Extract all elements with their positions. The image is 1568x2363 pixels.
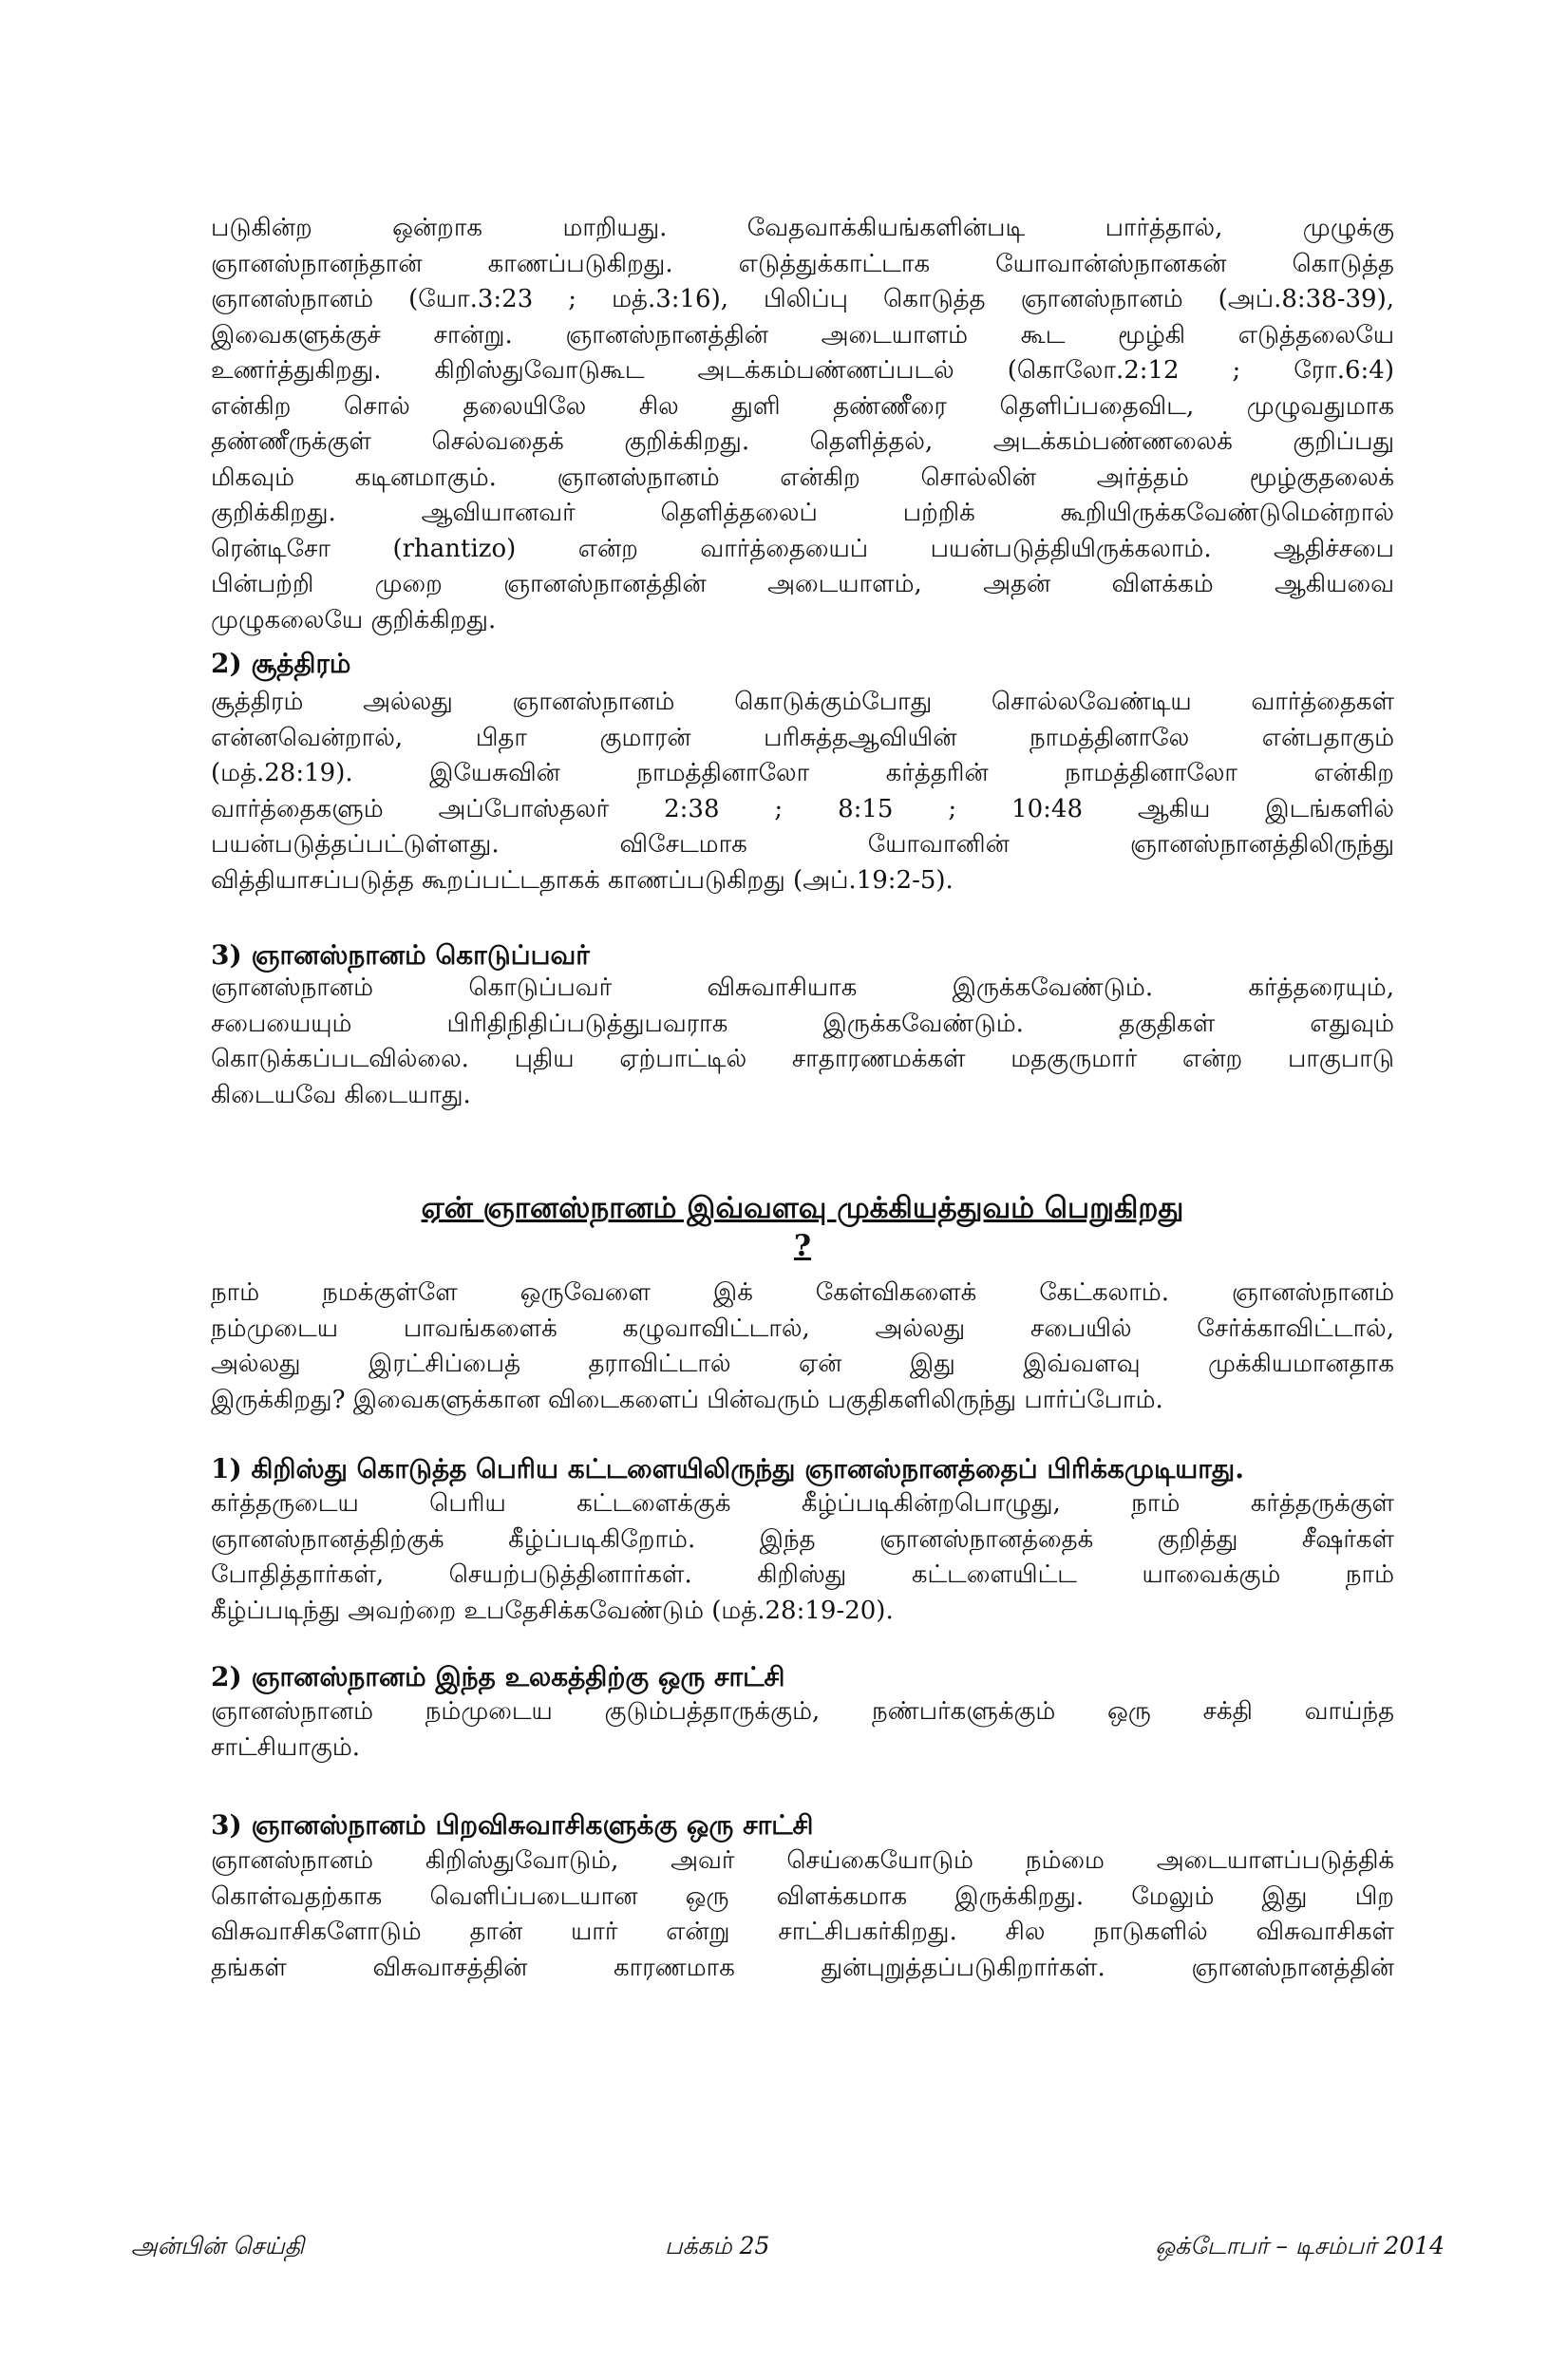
text-line: விசுவாசிகளோடும் தான் யார் என்று சாட்சிபகர்கிறது. சில நாடுகளில் விசுவாசிகள் [211,1918,1394,1946]
text-line: இருக்கிறது? இவைகளுக்கான விடைகளைப் பின்வரும் பகுதிகளிலிருந்து பார்ப்போம். [211,1385,1163,1414]
text-line: (மத்.28:19). இயேசுவின் நாமத்தினாலோ கர்த்தரின் நாமத்தினாலோ என்கிற [211,759,1394,787]
text-line: சபையையும் பிரிதிநிதிப்படுத்துபவராக இருக்கவேண்டும். தகுதிகள் எதுவும் [211,1009,1394,1038]
heading-witness-world: 2) ஞானஸ்நானம் இந்த உலகத்திற்கு ஒரு சாட்சி [211,1661,785,1692]
text-line: ஞானஸ்நானந்தான் காணப்படுகிறது. எடுத்துக்காட்டாக யோவான்ஸ்நானகன் கொடுத்த [211,249,1394,278]
text-line: பின்பற்றி முறை ஞானஸ்நானத்தின் அடையாளம், அதன் விளக்கம் ஆகியவை [211,570,1394,598]
text-line: குறிக்கிறது. ஆவியானவர் தெளித்தலைப் பற்றிக் கூறியிருக்கவேண்டுமென்றால் [211,499,1394,527]
paragraph-witness-world [211,1694,1394,1766]
paragraph-great-commission [211,1486,1394,1629]
paragraph-formula [211,685,1394,898]
text-line: கீழ்ப்படிந்து அவற்றை உபதேசிக்கவேண்டும் (மத்.28:19-20). [211,1596,894,1625]
text-line: ரென்டிசோ (rhantizo) என்ற வார்த்தையைப் பயன்படுத்தியிருக்கலாம். ஆதிச்சபை [211,534,1394,563]
paragraph-witness-believers [211,1843,1394,1986]
text-line: ஞானஸ்நானம் கிறிஸ்துவோடும், அவர் செய்கையோடும் நம்மை அடையாளப்படுத்திக் [211,1846,1394,1875]
text-line: ஞானஸ்நானம் கொடுப்பவர் விசுவாசியாக இருக்கவேண்டும். கர்த்தரையும், [211,974,1394,1002]
text-line: நாம் நமக்குள்ளே ஒருவேளை இக் கேள்விகளைக் கேட்கலாம். ஞானஸ்நானம் [211,1278,1394,1307]
text-line: கிடையவே கிடையாது. [211,1080,471,1109]
text-line: ஞானஸ்நானம் நம்முடைய குடும்பத்தாருக்கும், நண்பர்களுக்கும் ஒரு சக்தி வாய்ந்த [211,1697,1394,1726]
text-line: போதித்தார்கள், செயற்படுத்தினார்கள். கிறிஸ்து கட்டளையிட்ட யாவைக்கும் நாம் [211,1560,1394,1589]
text-line: என்கிற சொல் தலையிலே சில துளி தண்ணீரை தெளிப்பதைவிட, முழுவதுமாக [211,391,1394,421]
heading-great-commission: 1) கிறிஸ்து கொடுத்த பெரிய கட்டளையிலிருந்து ஞானஸ்நானத்தைப் பிரிக்கமுடியாது. [211,1453,1244,1484]
text-line: அல்லது இரட்சிப்பைத் தராவிட்டால் ஏன் இது இவ்வளவு முக்கியமானதாக [211,1350,1394,1378]
text-line: முழுகலையே குறிக்கிறது. [211,605,497,634]
footer-publication: அன்பின் செய்தி [131,2232,305,2259]
heading-witness-believers: 3) ஞானஸ்நானம் பிறவிசுவாசிகளுக்கு ஒரு சாட்சி [211,1809,814,1841]
text-line: வித்தியாசப்படுத்த கூறப்பட்டதாகக் காணப்படுகிறது (அப்.19:2-5). [211,865,954,895]
text-line: படுகின்ற ஒன்றாக மாறியது. வேதவாக்கியங்களின்படி பார்த்தால், முழுக்கு [211,214,1394,242]
text-line: ஞானஸ்நானம் (யோ.3:23 ; மத்.3:16), பிலிப்பு கொடுத்த ஞானஸ்நானம் (அப்.8:38-39), [211,285,1394,313]
text-line: கொள்வதற்காக வெளிப்படையான ஒரு விளக்கமாக இருக்கிறது. மேலும் இது பிற [211,1881,1394,1911]
text-line: தங்கள் விசுவாசத்தின் காரணமாக துன்புறுத்தப்படுகிறார்கள். ஞானஸ்நானத்தின் [211,1953,1394,1982]
footer-page-number: பக்கம் 25 [665,2232,770,2259]
paragraph-intro [211,1276,1394,1418]
text-line: கொடுக்கப்படவில்லை. புதிய ஏற்பாட்டில் சாதாரணமக்கள் மதகுருமார் என்ற பாகுபாடு [211,1045,1394,1073]
paragraph-immersion [211,211,1394,638]
text-line: உணர்த்துகிறது. கிறிஸ்துவோடுகூட அடக்கம்பண்ணப்படல் (கொலோ.2:12 ; ரோ.6:4) [211,356,1394,385]
section-title-question: ? [793,1229,812,1263]
text-line: என்னவென்றால், பிதா குமாரன் பரிசுத்தஆவியின் நாமத்தினாலே என்பதாகும் [211,723,1394,752]
text-line: பயன்படுத்தப்பட்டுள்ளது. விசேடமாக யோவானின் ஞானஸ்நானத்திலிருந்து [211,830,1394,859]
paragraph-baptizer [211,971,1394,1113]
section-title-text: ஏன் ஞானஸ்நானம் இவ்வளவு முக்கியத்துவம் பெறுகிறது [421,1191,1184,1225]
text-line: சாட்சியாகும். [211,1732,361,1762]
footer-issue-date: ஒக்டோபர் – டிசம்பர் 2014 [1155,2232,1445,2259]
heading-formula: 2) சூத்திரம் [211,648,351,679]
section-title [211,1189,1394,1265]
heading-baptizer: 3) ஞானஸ்நானம் கொடுப்பவர் [211,939,590,971]
text-line: தண்ணீருக்குள் செல்வதைக் குறிக்கிறது. தெளித்தல், அடக்கம்பண்ணலைக் குறிப்பது [211,427,1394,456]
text-line: ஞானஸ்நானத்திற்குக் கீழ்ப்படிகிறோம். இந்த ஞானஸ்நானத்தைக் குறித்து சீஷர்கள் [211,1524,1394,1554]
text-line: சூத்திரம் அல்லது ஞானஸ்நானம் கொடுக்கும்போது சொல்லவேண்டிய வார்த்தைகள் [211,688,1394,716]
text-line: நம்முடைய பாவங்களைக் கழுவாவிட்டால், அல்லது சபையில் சேர்க்காவிட்டால், [211,1314,1394,1343]
text-line: வார்த்தைகளும் அப்போஸ்தலர் 2:38 ; 8:15 ; 10:48 ஆகிய இடங்களில் [211,794,1394,823]
text-line: கர்த்தருடைய பெரிய கட்டளைக்குக் கீழ்ப்படிகின்றபொழுது, நாம் கர்த்தருக்குள் [211,1489,1394,1518]
text-line: இவைகளுக்குச் சான்று. ஞானஸ்நானத்தின் அடையாளம் கூட மூழ்கி எடுத்தலையே [211,320,1394,350]
text-line: மிகவும் கடினமாகும். ஞானஸ்நானம் என்கிற சொல்லின் அர்த்தம் மூழ்குதலைக் [211,463,1394,492]
